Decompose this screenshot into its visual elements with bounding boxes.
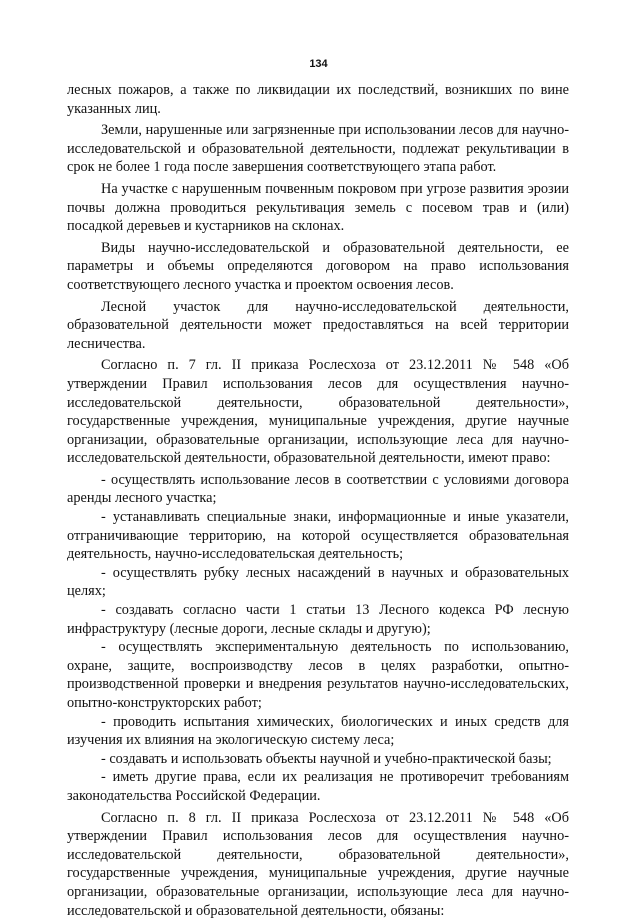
list-item: - иметь другие права, если их реализация не противоречит требованиям законодательства Российской Федерации. (67, 769, 569, 804)
paragraph: Лесной участок для научно-исследовательской деятельности, образовательной деятельности может предоставляться на всей территории лесничества. (67, 298, 569, 352)
paragraph: Согласно п. 8 гл. II приказа Рослесхоза от 23.12.2011 № 548 «Об утверждении Правил использования лесов для осуществления научно-исследовательской деятельности, образовательной деятельности», государственные учреждения, муниципальные учреждения, другие научные организации, образовательные организации, использующие леса для научно-исследовательской и образовательной деятельности, обязаны: (67, 809, 569, 919)
list-item: - осуществлять экспериментальную деятельность по использованию, охране, защите, воспроизводству лесов в целях разработки, опытно-производственной проверки и внедрения результатов научно-исследовательских, опытно-конструкторских работ; (67, 639, 569, 711)
list-item: - осуществлять использование лесов в соответствии с условиями договора аренды лесного участка; (67, 471, 569, 507)
list-item: - создавать и использовать объекты научной и учебно-практической базы; (101, 750, 552, 767)
paragraph: Земли, нарушенные или загрязненные при использовании лесов для научно-исследовательской и образовательной деятельности, подлежат рекультивации в срок не более 1 года после завершения соответствующего этапа работ. (67, 122, 569, 176)
list-item: - осуществлять рубку лесных насаждений в научных и образовательных целях; (67, 564, 569, 600)
page-number: 134 (309, 58, 328, 70)
paragraph: лесных пожаров, а также по ликвидации их последствий, возникших по вине указанных лиц. (67, 82, 569, 117)
list-item: - проводить испытания химических, биологических и иных средств для изучения их влияния на экологическую систему леса; (67, 713, 569, 749)
paragraph: Согласно п. 7 гл. II приказа Рослесхоза от 23.12.2011 № 548 «Об утверждении Правил использования лесов для осуществления научно-исследовательской деятельности, образовательной деятельности», государственные учреждения, муниципальные учреждения, другие научные организации, образовательные организации, использующие леса для научно-исследовательской деятельности, образовательной деятельности, имеют право: (67, 357, 569, 467)
list-item: - устанавливать специальные знаки, информационные и иные указатели, отграничивающие территорию, на которой осуществляется образовательная деятельность, научно-исследовательская деятельность; (67, 509, 569, 563)
document-body (67, 81, 569, 923)
paragraph: Виды научно-исследовательской и образовательной деятельности, ее параметры и объемы определяются договором на право использования соответствующего лесного участка и проектом освоения лесов. (67, 239, 569, 293)
list-item: - создавать согласно части 1 статьи 13 Лесного кодекса РФ лесную инфраструктуру (лесные дороги, лесные склады и другую); (67, 602, 569, 637)
paragraph: На участке с нарушенным почвенным покровом при угрозе развития эрозии почвы должна проводиться рекультивация земель с посевом трав и (или) посадкой деревьев и кустарников на склонах. (67, 180, 569, 235)
